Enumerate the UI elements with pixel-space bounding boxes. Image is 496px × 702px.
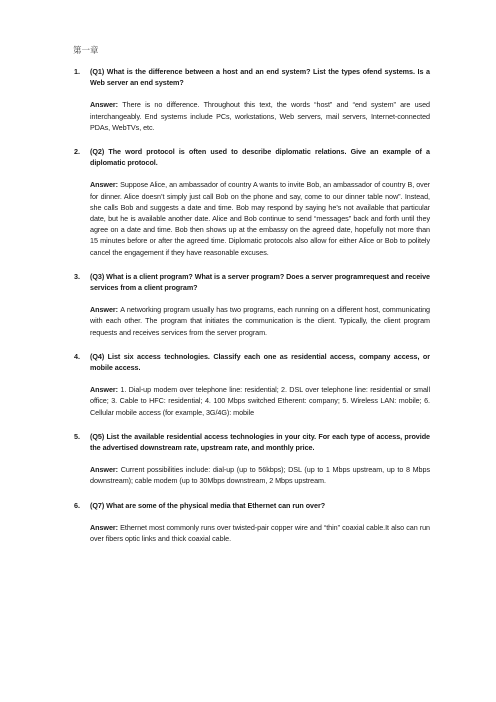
answer-paragraph	[90, 99, 430, 133]
question-number: 3.	[74, 271, 80, 281]
answer-text: Suppose Alice, an ambassador of country A wants to invite Bob, an ambassador of country B, over for dinner. Alice doesn’t simply just call Bob on the phone and say, come to our dinner table now”. Instead, she calls Bob and suggests a date and time. Bob may respond by saying he’s not available that particular date, but he is available another date. Alice and Bob continue to send “messages” back and forth until they agree on a date and time. Bob then shows up at the embassy on the agreed date, hopefully not more than 15 minutes before or after the agreed time. Diplomatic protocols also allow for either Alice or Bob to politely cancel the engagement if they have reasonable excuses.	[90, 180, 430, 257]
answer-paragraph	[90, 522, 430, 544]
chapter-title: 第一章	[73, 46, 99, 56]
answer-paragraph	[90, 464, 430, 486]
question-item	[74, 500, 430, 545]
question-item	[74, 271, 430, 338]
question-number: 5.	[74, 431, 80, 441]
answer-paragraph	[90, 179, 430, 257]
answer-label: Answer:	[90, 305, 119, 315]
answer-text: There is no difference. Throughout this text, the words “host” and “end system” are used interchangeably. End systems include PCs, workstations, Web servers, mail servers, Internet-connected PDAs, WebTVs, etc.	[90, 100, 430, 132]
question-text: (Q4) List six access technologies. Classify each one as residential access, company access, or mobile access.	[90, 351, 430, 373]
answer-label: Answer:	[90, 100, 119, 110]
answer-label: Answer:	[90, 180, 119, 190]
question-text: (Q7) What are some of the physical media that Ethernet can run over?	[90, 500, 326, 510]
answer-text: Ethernet most commonly runs over twisted-pair copper wire and “thin” coaxial cable.It also can run over fibers optic links and thick coaxial cable.	[90, 522, 431, 544]
question-number: 4.	[74, 351, 80, 361]
question-text: (Q1) What is the difference between a host and an end system? List the types ofend systems. Is a Web server an end system?	[90, 67, 430, 88]
answer-label: Answer:	[90, 465, 119, 475]
question-item	[74, 66, 430, 133]
question-number: 1.	[74, 67, 80, 76]
question-item	[74, 431, 430, 487]
question-item	[74, 146, 430, 258]
question-item	[74, 351, 430, 418]
answer-paragraph	[90, 384, 430, 418]
answer-text: 1. Dial-up modem over telephone line: residential; 2. DSL over telephone line: residential or small office; 3. Cable to HFC: residential; 4. 100 Mbps switched Etherent: company; 5. Wireless LAN: mobile; 6. Cellular mobile access (for example, 3G/4G): mobile	[90, 385, 430, 417]
question-list	[74, 66, 430, 557]
answer-label: Answer:	[90, 385, 119, 395]
answer-label: Answer:	[90, 522, 119, 532]
answer-text: Current possibilities include: dial-up (up to 56kbps); DSL (up to 1 Mbps upstream, up to 8 Mbps downstream); cable modem (up to 30Mbps downstream, 2 Mbps upstream.	[90, 465, 430, 486]
answer-paragraph	[90, 304, 430, 338]
question-number: 6.	[74, 500, 80, 510]
question-text: (Q3) What is a client program? What is a server program? Does a server programrequest and receive services from a client program?	[90, 271, 430, 293]
question-text: (Q5) List the available residential access technologies in your city. For each type of access, provide the advertised downstream rate, upstream rate, and monthly price.	[90, 431, 430, 453]
question-number: 2.	[74, 147, 80, 157]
question-text: (Q2) The word protocol is often used to describe diplomatic relations. Give an example of a diplomatic protocol.	[90, 147, 430, 168]
answer-text: A networking program usually has two programs, each running on a different host, communicating with each other. The program that initiates the communication is the client. Typically, the client program requests and receives services from the server program.	[90, 305, 431, 337]
